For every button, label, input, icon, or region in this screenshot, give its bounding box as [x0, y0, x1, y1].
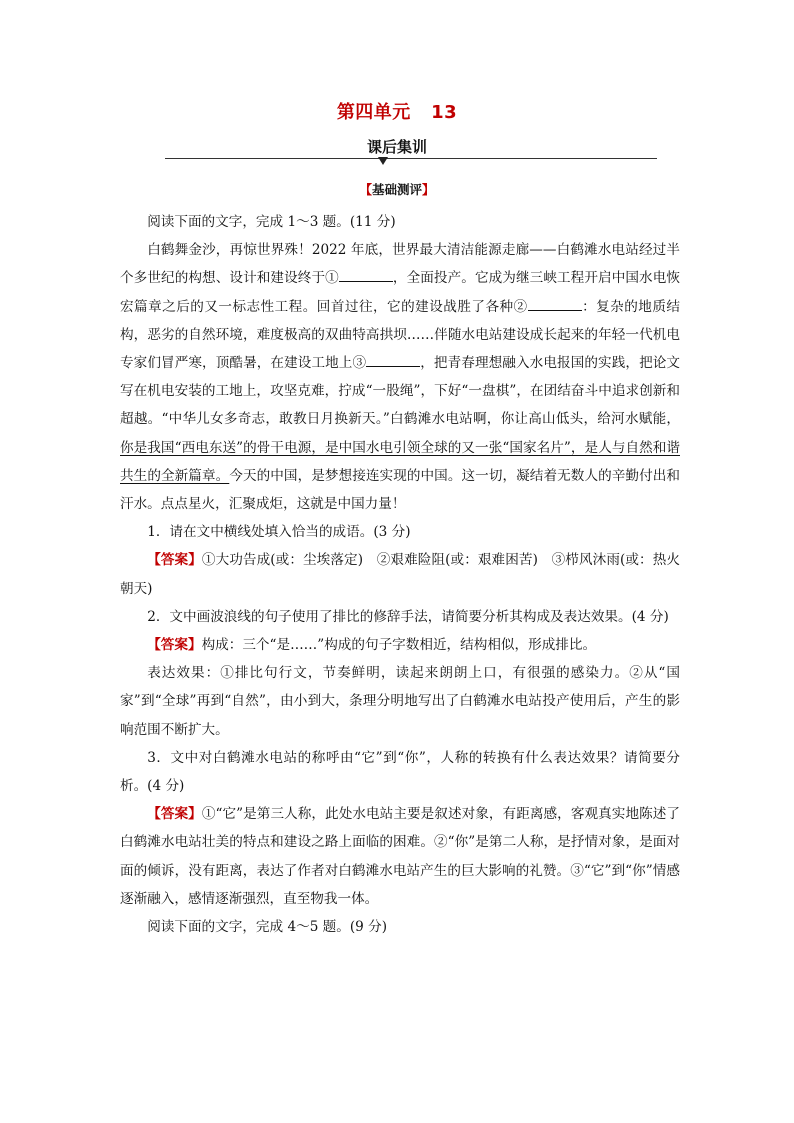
section-label: 基础测评: [371, 182, 422, 197]
answer-2-text: 构成：三个“是……”构成的句子字数相近，结构相似，形成排比。: [201, 637, 597, 654]
unit-label: 第四单元: [336, 102, 411, 123]
passage1-end: 今天的中国，是梦想接连实现的中国。这一切，凝结着无数人的辛勤付出和汗水。点点星火，汇聚成炬，这就是中国力量！: [120, 467, 680, 513]
subtitle: 课后集训: [366, 138, 427, 156]
divider-arrow-icon: [378, 157, 388, 165]
fill-blank-2: [528, 296, 582, 311]
passage1-mid2: ：复杂的地质结构，恶劣的自然环境，难度极高的双曲特高拱坝……伴随水电站建设成长起来的年轻一代机电专家们冒严寒，顶酷暑，在建设工地上③: [120, 298, 680, 372]
header-divider: [165, 158, 657, 159]
section-bracket-right: 】: [422, 182, 435, 197]
page-title: [0, 98, 794, 124]
passage1-mid1: ，全面投产。它成为继三峡工程开启中国水电恢宏篇章之后的又一标志性工程。回首过往，它的建设战胜了各种②: [120, 270, 681, 315]
passage1-start: 白鹤舞金沙，再惊世界殊！2022 年底，世界最大清洁能源走廊——白鹤滩水电站经过半个多世纪的构想、设计和建设终于①: [120, 242, 680, 287]
fill-blank-3: [366, 352, 420, 367]
passage1-mid3: ，把青春理想融入水电报国的实践，把论文写在机电安装的工地上，攻坚克难，拧成“一股绳”，下好“一盘棋”，在团结奋斗中追求创新和超越。“中华儿女多奇志，敢教日月换新天。”白鹤滩水电站啊，你让高山低头，给河水赋能，: [120, 355, 681, 428]
answer-tag: 【答案】: [147, 552, 202, 569]
answer-tag: 【答案】: [147, 637, 202, 654]
question-3: 3．文中对白鹤滩水电站的称呼由“它”到“你”，人称的转换有什么表达效果？请简要分析。(4 分): [120, 749, 680, 795]
question-2: 2．文中画波浪线的句子使用了排比的修辞手法，请简要分析其构成及表达效果。(4 分): [147, 608, 669, 625]
passage2-instruction: 阅读下面的文字，完成 4～5 题。(9 分): [147, 919, 388, 936]
answer-2: [120, 631, 680, 659]
section-heading: [0, 180, 794, 198]
wavy-underlined-sentence: 你是我国“西电东送”的骨干电源，是中国水电引领全球的又一张“国家名片”，是人与自然和谐共生的全新篇章。: [120, 439, 680, 484]
passage1-instruction: 阅读下面的文字，完成 1～3 题。(11 分): [147, 214, 396, 230]
answer-3-text: ①“它”是第三人称，此处水电站主要是叙述对象，有距离感，客观真实地陈述了白鹤滩水电站壮美的特点和建设之路上面临的困难。②“你”是第二人称，是抒情对象，是面对面的倾诉，没有距离，表达了作者对白鹤滩水电站产生的巨大影响的礼赞。③“它”到“你”情感逐渐融入，感情逐渐强烈，直至物我一体。: [120, 806, 680, 907]
answer-2-effect: 表达效果：①排比句行文，节奏鲜明，读起来朗朗上口，有很强的感染力。②从“国家”到“全球”再到“自然”，由小到大，条理分明地写出了白鹤滩水电站投产使用后，产生的影响范围不断扩大。: [120, 665, 680, 738]
answer-3: [120, 800, 680, 913]
passage1-text: [120, 236, 680, 518]
answer-1: [120, 546, 680, 602]
answer-tag: 【答案】: [147, 806, 202, 823]
answer-1-text: ①大功告成(或：尘埃落定) ②艰难险阻(或：艰难困苦) ③栉风沐雨(或：热火朝天): [120, 552, 681, 597]
section-bracket-left: 【: [359, 182, 372, 197]
lesson-number: 13: [431, 102, 458, 123]
question-1: 1．请在文中横线处填入恰当的成语。(3 分): [147, 524, 411, 541]
document-body: [120, 208, 680, 941]
fill-blank-1: [339, 267, 393, 282]
